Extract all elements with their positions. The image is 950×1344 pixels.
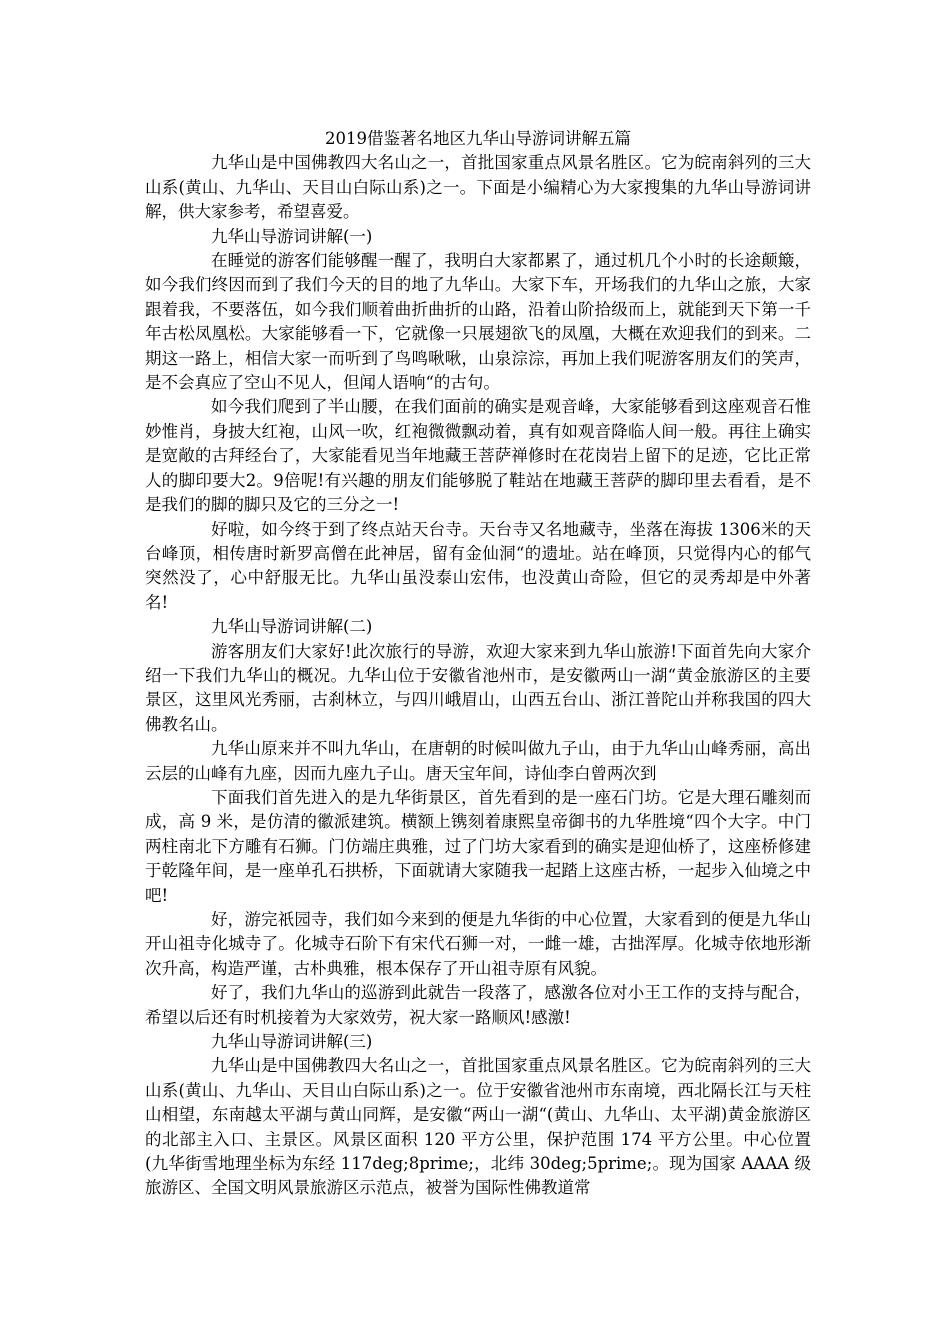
section-2-paragraph-3: 下面我们首先进入的是九华街景区，首先看到的是一座石门坊。它是大理石雕刻而成，高 9 米，是仿清的徽派建筑。横额上镌刻着康熙皇帝御书的九华胜境“四个大字。中门两柱南北下方雕有石狮。门仿端庄典雅，过了门坊大家看到的确实是迎仙桥了，这座桥修建于乾隆年间，是一座单孔石拱桥，下面就请大家随我一起踏上这座古桥，一起步入仙境之中吧!: [145, 787, 811, 905]
intro-paragraph: 九华山是中国佛教四大名山之一，首批国家重点风景名胜区。它为皖南斜列的三大山系(黄山、九华山、天目山白际山系)之一。下面是小编精心为大家搜集的九华山导游词讲解，供大家参考，希望喜爱。: [145, 153, 811, 222]
section-2-paragraph-2: 九华山原来并不叫九华山，在唐朝的时候叫做九子山，由于九华山山峰秀丽，高出云层的山峰有九座，因而九座九子山。唐天宝年间，诗仙李白曾两次到: [145, 739, 811, 783]
section-2-heading: 九华山导游词讲解(二): [211, 617, 373, 637]
section-1-heading: 九华山导游词讲解(一): [211, 226, 373, 246]
section-1-paragraph-3: 好啦，如今终于到了终点站天台寺。天台寺又名地藏寺，坐落在海拔 1306米的天台峰顶，相传唐时新罗高僧在此神居，留有金仙洞“的遗址。站在峰顶，只觉得内心的郁气突然没了，心中舒服无比。九华山虽没泰山宏伟，也没黄山奇险，但它的灵秀却是中外著名!: [145, 519, 811, 612]
document-page: [145, 127, 811, 1201]
section-2-paragraph-1: 游客朋友们大家好!此次旅行的导游，欢迎大家来到九华山旅游!下面首先向大家介绍一下我们九华山的概况。九华山位于安徽省池州市，是安徽两山一湖“黄金旅游区的主要景区，这里风光秀丽，古刹林立，与四川峨眉山，山西五台山、浙江普陀山并称我国的四大佛教名山。: [145, 641, 811, 734]
section-2-paragraph-4: 好，游完祇园寺，我们如今来到的便是九华街的中心位置，大家看到的便是九华山开山祖寺化城寺了。化城寺石阶下有宋代石狮一对，一雌一雄，古拙浑厚。化城寺依地形渐次升高，构造严谨，古朴典雅，根本保存了开山祖寺原有风貌。: [145, 910, 811, 978]
document-title: 2019借鉴著名地区九华山导游词讲解五篇: [325, 129, 631, 148]
section-1-paragraph-1: 在睡觉的游客们能够醒一醒了，我明白大家都累了，通过机几个小时的长途颠簸，如今我们终因而到了我们今天的目的地了九华山。大家下车，开场我们的九华山之旅，大家跟着我，不要落伍，如今我们顺着曲折曲折的山路，沿着山阶拾级而上，就能到天下第一千年古松凤凰松。大家能够看一下，它就像一只展翅欲飞的凤凰，大概在欢迎我们的到来。二期这一路上，相信大家一而听到了鸟鸣啾啾，山泉淙淙，再加上我们呢游客朋友们的笑声，是不会真应了空山不见人，但闻人语响“的古句。: [145, 251, 811, 393]
section-1-paragraph-2: 如今我们爬到了半山腰，在我们面前的确实是观音峰，大家能够看到这座观音石惟妙惟肖，身披大红袍，山风一吹，红袍微微飘动着，真有如观音降临人间一般。再往上确实是宽敞的古拜经台了，大家能看见当年地藏王菩萨禅修时在花岗岩上留下的足迹，它比正常人的脚印要大2。9倍呢!有兴趣的朋友们能够脱了鞋站在地藏王菩萨的脚印里去看看，是不是我们的脚的脚只及它的三分之一!: [145, 397, 811, 515]
section-2-paragraph-5: 好了，我们九华山的巡游到此就告一段落了，感激各位对小王工作的支持与配合，希望以后还有时机接着为大家效劳，祝大家一路顺风!感激!: [145, 983, 811, 1027]
section-3-paragraph-1: 九华山是中国佛教四大名山之一，首批国家重点风景名胜区。它为皖南斜列的三大山系(黄山、九华山、天目山白际山系)之一。位于安徽省池州市东南境，西北隔长江与天柱山相望，东南越太平湖与黄山同辉，是安徽“两山一湖“(黄山、九华山、太平湖)黄金旅游区的北部主入口、主景区。风景区面积 120 平方公里，保护范围 174 平方公里。中心位置(九华街雪地理坐标为东经 117deg;8prime;，北纬 30deg;5prime;。现为国家 AAAA 级旅游区、全国文明风景旅游区示范点，被誉为国际性佛教道常: [145, 1056, 811, 1198]
section-3-heading: 九华山导游词讲解(三): [211, 1032, 373, 1052]
